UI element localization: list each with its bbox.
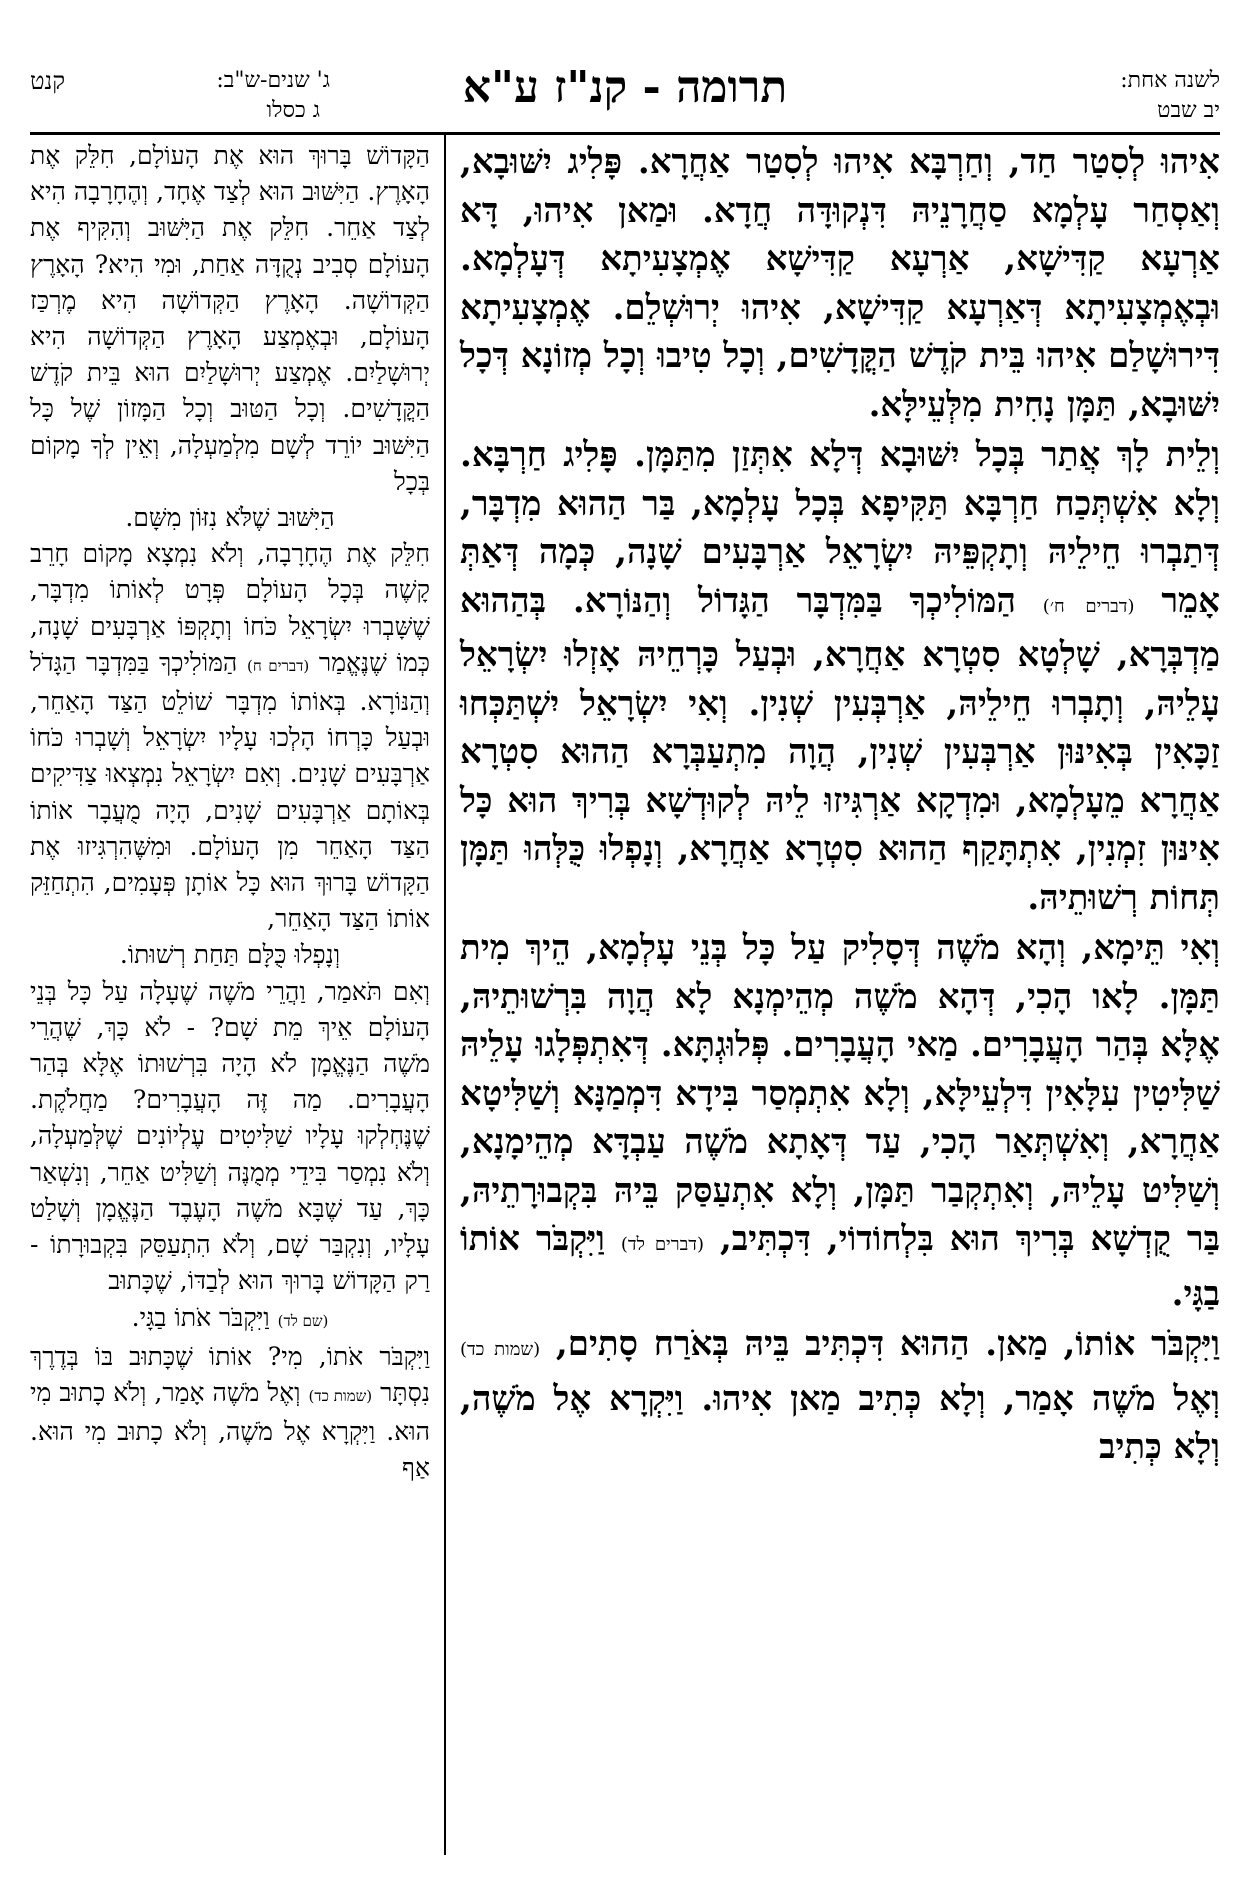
header-divider [30, 132, 1220, 135]
side-paragraph-1-end: הַיִּשּׁוּב שֶׁלֹּא נִזּוֹן מִשָּׁם. [125, 503, 335, 533]
one-year-date: יב שבט [1157, 98, 1220, 123]
main-paragraph-4 [460, 1320, 1220, 1472]
hebrew-translation-column [30, 138, 430, 1487]
side-paragraph-4-cont: וְאֶל מֹשֶׁה אָמַר, וְלֹא כָתוּב מִי הוּא. וַיִּקְרָא אֶל מֹשֶׁה, וְלֹא כָתוּב מִי הוּא. אַף [30, 1377, 430, 1483]
verse-citation: (דברים ח׳) [1042, 595, 1135, 617]
side-paragraph-4 [30, 1339, 430, 1487]
verse-citation: (דברים ח) [247, 656, 310, 675]
main-paragraph-2-cont: הַמּוֹלִיכְךָ בַּמִּדְבָּר הַגָּדוֹל וְהַנּוֹרָא. בְּהַהוּא מַדְבְּרָא, שָׁלְטָא סִטְרָא אַחֲרָא, וּבְעַל כָּרְחֵיהּ אָזְלוּ יִשְׂרָאֵל עָלֵיהּ, וְתָבְרוּ חֵילֵיהּ, אַרְבְּעִין שְׁנִין. וְאִי יִשְׂרָאֵל יִשְׁתַּכְּחוּ זַכָּאִין בְּאִינּוּן אַרְבְּעִין שְׁנִין, הֲוָה מִתְעַבְּרָא הַהוּא סִטְרָא אַחֲרָא מֵעָלְמָא, וּמִדְקָא אַרְגִּיזוּ לֵיהּ לְקוּדְשָׁא בְּרִיךְ הוּא כָּל אִינּוּן זִמְנִין, אִתְתָּקַף הַהוּא סִטְרָא אַחֲרָא, וְנָפְלוּ כֻּלְּהוּ תַּמָּן תְּחוֹת רְשׁוּתֵיהּ. [460, 580, 1220, 918]
side-paragraph-3-text: וְאִם תֹּאמַר, וַהֲרֵי מֹשֶׁה שֶׁעָלָה עַל כָּל בְּנֵי הָעוֹלָם אֵיךְ מֵת שָׁם? - לֹא כָּךְ, שֶׁהֲרֵי מֹשֶׁה הַנֶּאֱמָן לֹא הָיָה בִּרְשׁוּתוֹ אֶלָּא בְּהַר הָעֲבָרִים. מַה זֶּה הָעֲבָרִים? מַחֲלֹקֶת. שֶׁנֶּחְלְקוּ עָלָיו שַׁלִּיטִים עֶלְיוֹנִים שֶׁלְּמַעְלָה, וְלֹא נִמְסַר בִּידֵי מְמֻנֶּה וְשַׁלִּיט אַחֵר, וְנִשְׁאַר כָּךְ, עַד שֶׁבָּא מֹשֶׁה הָעֶבֶד הַנֶּאֱמָן וְשָׁלַט עָלָיו, וְנִקְבַּר שָׁם, וְלֹא הִתְעַסֵּק בִּקְבוּרָתוֹ - רַק הַקָּדוֹשׁ בָּרוּךְ הוּא לְבַדּוֹ, שֶׁכָּתוּב [30, 976, 430, 1296]
verse-citation: (שמות כד) [308, 1386, 373, 1405]
one-year-schedule: לשנה אחת: [1120, 68, 1220, 93]
side-paragraph-3-cont: וַיִּקְבֹּר אֹתוֹ בַגָּי. [131, 1302, 270, 1332]
side-paragraph-2-cont: הַמּוֹלִיכְךָ בַּמִּדְבָּר הַגָּדֹל וְהַנּוֹרָא. בְּאוֹתוֹ מִדְבָּר שׁוֹלֵט הַצַּד הָאַחֵר, וּבְעַל כָּרְחוֹ הָלְכוּ עָלָיו יִשְׂרָאֵל וְשָׁבְרוּ כֹּחוֹ אַרְבָּעִים שָׁנִים. וְאִם יִשְׂרָאֵל נִמְצְאוּ צַדִּיקִים בְּאוֹתָם אַרְבָּעִים שָׁנִים, הָיָה מֻעֲבָר אוֹתוֹ הַצַּד הָאַחֵר מִן הָעוֹלָם. וּמִשֶּׁהִרְגִּיזוּ אֶת הַקָּדוֹשׁ בָּרוּךְ הוּא כָּל אוֹתָן פְּעָמִים, הִתְחַזֵּק אוֹתוֹ הַצַּד הָאַחֵר, [30, 647, 430, 934]
main-paragraph-3-text: וְאִי תֵּימָא, וְהָא מֹשֶׁה דְּסָלִיק עַל כָּל בְּנֵי עָלְמָא, הֵיךְ מִית תַּמָּן. לָאו הָכִי, דְּהָא מֹשֶׁה מְהֵימְנָא לָא הֲוָה בִּרְשׁוּתֵיהּ, אֶלָּא בְּהַר הָעֲבָרִים. מַאי הָעֲבָרִים. פְּלוּגְתָּא. דְּאִתְפְּלָגוּ עָלֵיהּ שַׁלִּיטִין עִלָּאִין דִּלְעֵילָּא, וְלָא אִתְמְסַר בִּידָא דִּמְמַנָּא וְשַׁלִּיטָא אַחֲרָא, וְאִשְׁתְּאַר הָכִי, עַד דְּאָתָא מֹשֶׁה עַבְדָּא מְהֵימָנָא, וְשַׁלִּיט עָלֵיהּ, וְאִתְקְבַר תַּמָּן, וְלָא אִתְעַסַּק בֵּיהּ בִּקְבוּרָתֵיהּ, בַּר קֻדְשָׁא בְּרִיךְ הוּא בִּלְחוֹדוֹי, דִּכְתִּיב, [460, 928, 1221, 1259]
side-paragraph-2-end: וְנָפְלוּ כֻּלָּם תַּחַת רְשׁוּתוֹ. [119, 940, 341, 970]
main-paragraph-2 [460, 431, 1220, 922]
side-paragraph-4-text: וַיִּקְבֹּר אֹתוֹ, מִי? אוֹתוֹ שֶׁכָּתוּב בּוֹ בְּדֶרֶךְ נִסְתָּר [30, 1341, 431, 1407]
verse-citation: (דברים לד) [620, 1234, 704, 1255]
page-title: תרומה - קנ"ז ע"א [462, 62, 788, 113]
zohar-aramaic-column [460, 138, 1220, 1474]
verse-citation: (שמות כד) [460, 1339, 541, 1360]
side-paragraph-2-text: חִלֵּק אֶת הֶחָרָבָה, וְלֹא נִמְצָא מָקוֹם חָרֵב קָשֶׁה בְּכָל הָעוֹלָם פְּרָט לְאוֹתוֹ מִדְבָּר, שֶׁשָּׁבְרוּ יִשְׂרָאֵל כֹּחוֹ וְתָקְפּוֹ אַרְבָּעִים שָׁנָה, כְּמוֹ שֶׁנֶּאֱמַר [30, 539, 430, 677]
three-year-schedule: ג' שנים-ש"ב: [216, 68, 330, 93]
main-paragraph-1: אִיהוּ לְסִטַר חַד, וְחַרְבָּא אִיהוּ לְסִטַר אַחֲרָא. פָּלִיג יִשּׁוּבָא, וְאַסְחַר עָלְמָא סַחֲרָנֵיהּ דִּנְקוּדָּה חֲדָא. וּמַאן אִיהוּ, דָּא אַרְעָא קַדִּישָׁא, אַרְעָא קַדִּישָׁא אֶמְצָעִיתָא דְּעָלְמָא. וּבְאֶמְצָעִיתָא דְּאַרְעָא קַדִּישָׁא, אִיהוּ יְרוּשְׁלֵם. אֶמְצָעִיתָא דִּירוּשָׁלַם אִיהוּ בֵּית קֹדֶשׁ הַקֳּדָשִׁים, וְכָל טִיבוּ וְכָל מְזוֹנָא דְּכָל יִשּׁוּבָא, תַּמָּן נָחִית מִלְּעֵילָּא. [460, 142, 1220, 425]
side-paragraph-3-end [30, 1300, 430, 1339]
side-paragraph-1: הַקָּדוֹשׁ בָּרוּךְ הוּא אֶת הָעוֹלָם, חִלֵּק אֶת הָאָרֶץ. הַיִּשּׁוּב הוּא לְצַד אֶחָד, וְהֶחָרָבָה הִיא לְצַד אַחֵר. חִלֵּק אֶת הַיִּשּׁוּב וְהִקִּיף אֶת הָעוֹלָם סְבִיב נְקֻדָּה אַחַת, וּמִי הִיא? הָאָרֶץ הַקְּדוֹשָׁה. הָאָרֶץ הַקְּדוֹשָׁה הִיא מֶרְכַּז הָעוֹלָם, וּבְאֶמְצַע הָאָרֶץ הַקְּדוֹשָׁה הִיא יְרוּשָׁלַיִם. אֶמְצַע יְרוּשָׁלַיִם הוּא בֵּית קֹדֶשׁ הַקֳּדָשִׁים. וְכָל הַטּוּב וְכָל הַמָּזוֹן שֶׁל כָּל הַיִּשּׁוּב יוֹרֵד לְשָׁם מִלְמַעְלָה, וְאֵין לְךָ מָקוֹם בְּכָל [30, 141, 430, 496]
page-number: קנט [30, 67, 66, 95]
page-header [30, 58, 1220, 128]
main-paragraph-2-text: וְלֵית לָךְ אֲתַר בְּכָל יִשּׁוּבָא דְּלָא אִתְּזַן מִתַּמָּן. פָּלִיג חַרְבָּא. וְלָא אִשְׁתְּכַח חַרְבָּא תַּקִּיפָא בְּכָל עָלְמָא, בַּר הַהוּא מִדְבָּר, דְּתַבְרוּ חֵילֵיהּ וְתָקְפֵּיהּ יִשְׂרָאֵל אַרְבָּעִים שָׁנָה, כְּמָה דְּאַתְּ אָמֵר [460, 435, 1220, 621]
column-divider [444, 135, 446, 1855]
side-paragraph-2 [30, 536, 430, 937]
main-paragraph-4-cont: וְאֶל מֹשֶׁה אָמַר, וְלָא כְּתִיב מַאן אִיהוּ. וַיִּקְרָא אֶל מֹשֶׁה, וְלָא כְּתִיב [460, 1378, 1220, 1467]
verse-citation: (שם לד) [277, 1311, 329, 1330]
main-paragraph-4-text: וַיִּקְבֹּר אוֹתוֹ, מַאן. הַהוּא דִּכְתִּיב בֵּיהּ בְּאֹרַח סָתִים, [555, 1324, 1220, 1364]
side-paragraph-3 [30, 974, 430, 1300]
three-year-date: ג כסלו [266, 98, 320, 123]
main-paragraph-3 [460, 924, 1220, 1318]
main-paragraph-3-cont: וַיִּקְבֹּר אוֹתוֹ בַגָּי. [460, 1219, 1220, 1314]
